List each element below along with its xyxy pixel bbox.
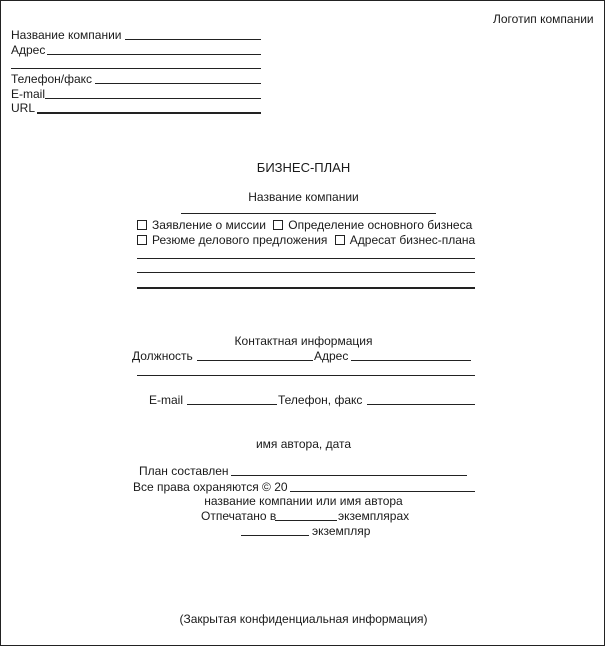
checklist-row-1 (137, 219, 472, 232)
author-date-label: имя автора, дата (255, 437, 352, 451)
notes-line-3[interactable] (137, 287, 475, 289)
company-name-field[interactable] (125, 39, 261, 40)
contact-phone-field[interactable] (367, 404, 475, 405)
mission-checkbox[interactable] (137, 220, 147, 230)
rights-label: Все права охраняются © 20 (133, 480, 288, 494)
contact-extra-line[interactable] (137, 375, 475, 376)
position-label: Должность (132, 349, 193, 363)
url-field[interactable] (37, 112, 261, 114)
email-field[interactable] (45, 98, 261, 99)
checklist-row-2 (137, 234, 475, 247)
proposal-summary-label: Резюме делового предложения (152, 233, 328, 247)
logo-placeholder: Логотип компании (493, 12, 594, 26)
core-business-checkbox[interactable] (273, 220, 283, 230)
copy-label: экземпляр (312, 524, 371, 538)
printed-copies-field[interactable] (275, 520, 337, 521)
notes-line-2[interactable] (137, 272, 475, 273)
address-field-line2[interactable] (11, 68, 261, 69)
url-label: URL (11, 101, 36, 115)
address-label: Адрес (11, 43, 46, 57)
email-label: E-mail (11, 87, 46, 101)
contact-email-field[interactable] (187, 404, 277, 405)
notes-line-1[interactable] (137, 258, 475, 259)
rights-caption: название компании или имя автора (204, 494, 403, 508)
mission-label: Заявление о миссии (152, 218, 266, 232)
addressee-label: Адресат бизнес-плана (349, 233, 476, 247)
address-field[interactable] (47, 54, 261, 55)
company-name-main-field[interactable] (181, 213, 436, 214)
contact-address-label: Адрес (314, 349, 349, 363)
confidential-footer: (Закрытая конфиденциальная информация) (179, 612, 428, 626)
core-business-label: Определение основного бизнеса (288, 218, 473, 232)
addressee-checkbox[interactable] (335, 235, 345, 245)
contact-heading: Контактная информация (234, 334, 373, 348)
company-name-caption: Название компании (248, 190, 359, 204)
copy-number-field[interactable] (241, 535, 309, 536)
contact-phone-label: Телефон, факс (278, 393, 363, 407)
printed-in-label: Отпечатано в (201, 509, 277, 523)
rights-field[interactable] (290, 491, 475, 492)
contact-email-label: E-mail (149, 393, 184, 407)
contact-address-field[interactable] (351, 360, 471, 361)
phone-fax-field[interactable] (95, 83, 261, 84)
plan-compiled-label: План составлен (139, 464, 229, 478)
position-field[interactable] (197, 360, 313, 361)
phone-fax-label: Телефон/факс (11, 72, 93, 86)
copies-label: экземплярах (338, 509, 410, 523)
plan-compiled-field[interactable] (231, 475, 467, 476)
proposal-summary-checkbox[interactable] (137, 235, 147, 245)
company-name-label: Название компании (11, 28, 122, 42)
document-title: БИЗНЕС-ПЛАН (256, 160, 351, 175)
